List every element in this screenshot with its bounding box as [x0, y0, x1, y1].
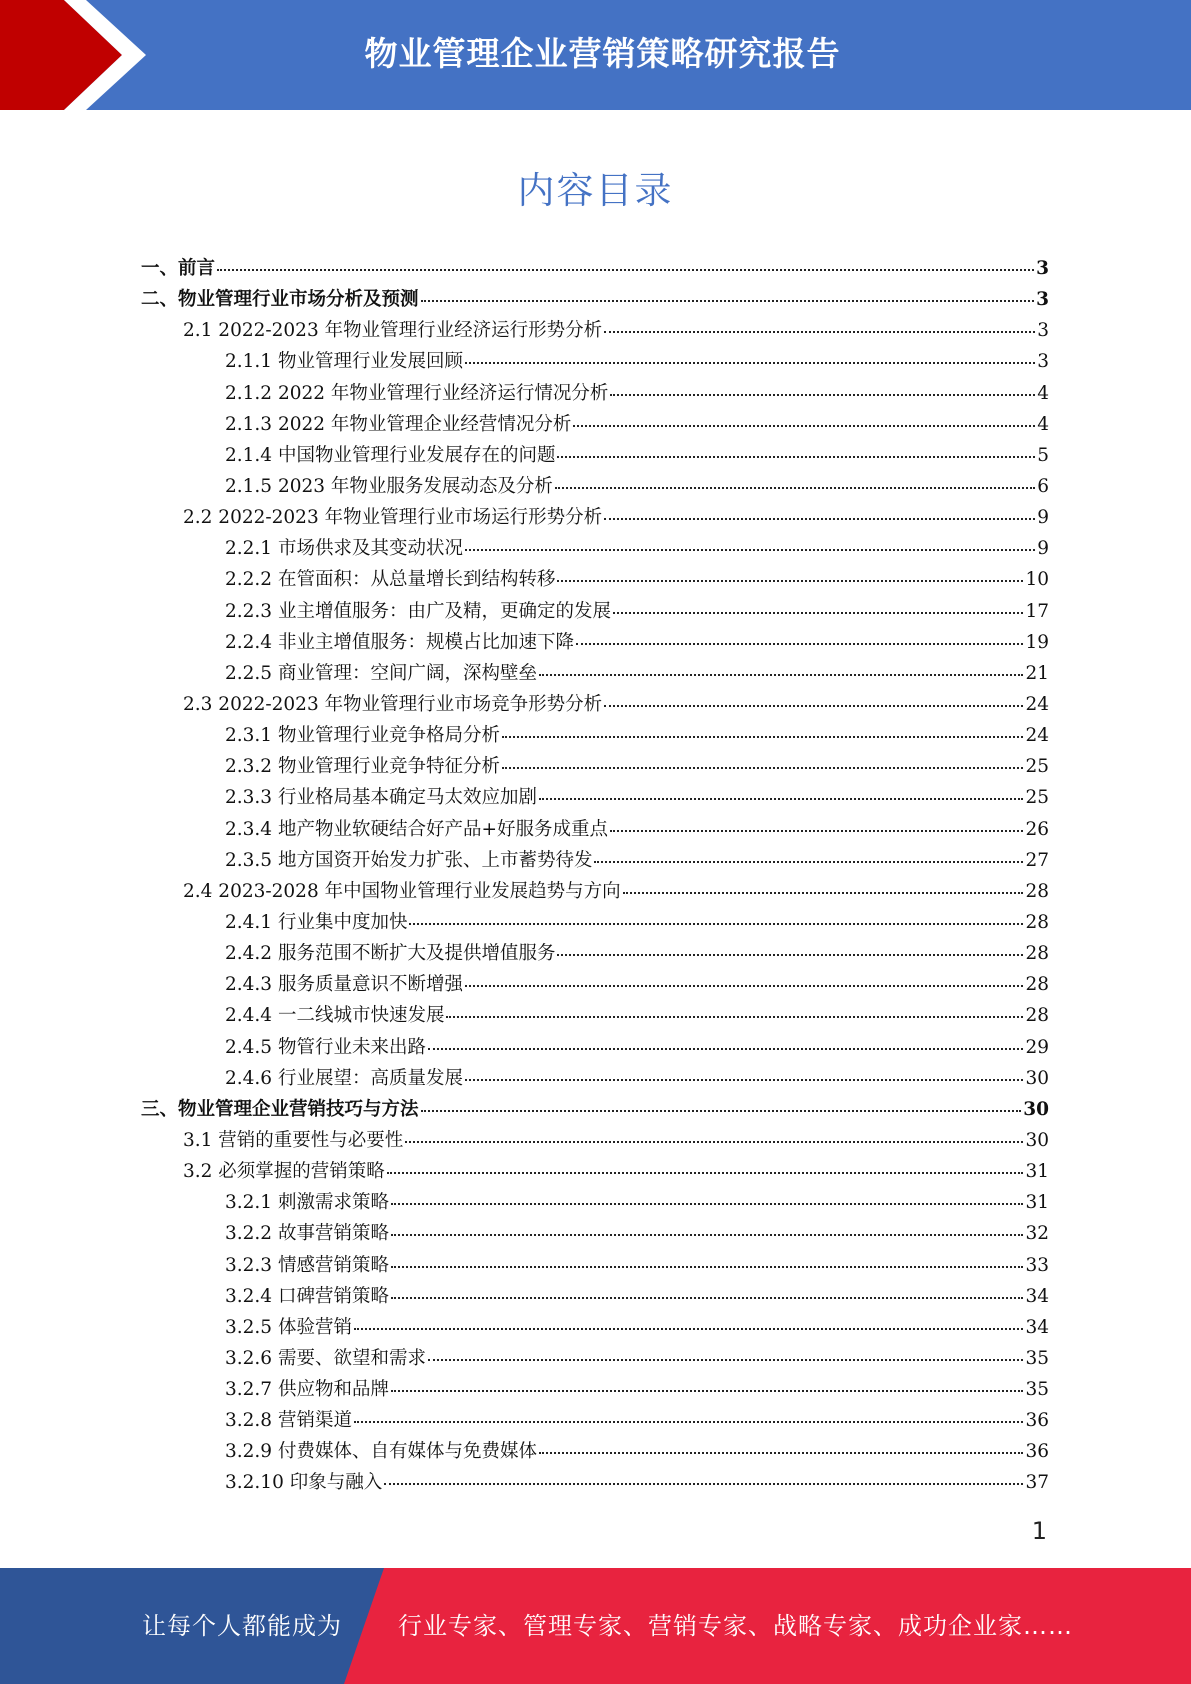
toc-entry-title: 2.4 2023-2028 年中国物业管理行业发展趋势与方向: [183, 880, 621, 902]
toc-entry-page: 32: [1025, 1223, 1049, 1245]
toc-entry-title: 三、物业管理企业营销技巧与方法: [141, 1098, 419, 1120]
dot-leader: [421, 300, 1035, 302]
toc-entry-title: 2.4.6 行业展望：高质量发展: [225, 1067, 463, 1089]
toc-entry[interactable]: [141, 596, 1049, 627]
toc-entry[interactable]: [141, 689, 1049, 720]
toc-entry-title: 3.2.3 情感营销策略: [225, 1254, 389, 1276]
toc-entry-page: 5: [1037, 444, 1049, 466]
dot-leader: [428, 1048, 1023, 1050]
dot-leader: [557, 954, 1023, 956]
table-of-contents: [141, 253, 1049, 1499]
dot-leader: [391, 1266, 1023, 1268]
toc-entry[interactable]: [141, 253, 1049, 284]
toc-entry[interactable]: [141, 658, 1049, 689]
toc-entry-title: 3.2.2 故事营销策略: [225, 1223, 389, 1245]
footer-slogan-left: 让每个人都能成为: [142, 1612, 342, 1640]
toc-entry-page: 26: [1025, 818, 1049, 840]
toc-entry-title: 2.3.2 物业管理行业竞争特征分析: [225, 756, 500, 778]
toc-entry-page: 4: [1037, 413, 1049, 435]
toc-entry-title: 3.1 营销的重要性与必要性: [183, 1129, 404, 1151]
toc-entry-page: 33: [1025, 1254, 1049, 1276]
toc-entry[interactable]: [141, 845, 1049, 876]
toc-entry-page: 30: [1025, 1067, 1049, 1089]
toc-entry-page: 34: [1025, 1285, 1049, 1307]
toc-entry-page: 9: [1037, 538, 1049, 560]
dot-leader: [610, 830, 1023, 832]
toc-entry-title: 2.4.3 服务质量意识不断增强: [225, 974, 463, 996]
toc-entry-title: 3.2.4 口碑营销策略: [225, 1285, 389, 1307]
toc-entry-title: 3.2.10 印象与融入: [225, 1472, 383, 1494]
toc-entry-page: 34: [1025, 1316, 1049, 1338]
dot-leader: [465, 1079, 1023, 1081]
dot-leader: [354, 1421, 1024, 1423]
report-title: 物业管理企业营销策略研究报告: [364, 34, 841, 73]
toc-entry-page: 24: [1025, 693, 1049, 715]
header-banner: [0, 0, 1191, 110]
toc-entry[interactable]: [141, 876, 1049, 907]
toc-entry[interactable]: [141, 1374, 1049, 1405]
toc-entry-title: 2.3 2022-2023 年物业管理行业市场竞争形势分析: [183, 693, 603, 715]
dot-leader: [613, 612, 1023, 614]
toc-entry-title: 2.2.4 非业主增值服务：规模占比加速下降: [225, 631, 574, 653]
toc-entry-page: 3: [1037, 351, 1049, 373]
dot-leader: [384, 1483, 1023, 1485]
dot-leader: [387, 1172, 1024, 1174]
toc-entry-page: 3: [1037, 320, 1049, 342]
toc-entry-title: 2.2 2022-2023 年物业管理行业市场运行形势分析: [183, 507, 603, 529]
toc-entry-title: 2.2.5 商业管理：空间广阔，深构壁垒: [225, 662, 537, 684]
toc-entry-page: 24: [1025, 725, 1049, 747]
toc-entry-title: 3.2.9 付费媒体、自有媒体与免费媒体: [225, 1441, 537, 1463]
dot-leader: [465, 985, 1023, 987]
toc-entry[interactable]: [141, 409, 1049, 440]
toc-entry-title: 2.2.2 在管面积：从总量增长到结构转移: [225, 569, 556, 591]
toc-entry-title: 3.2.1 刺激需求策略: [225, 1192, 389, 1214]
toc-entry-title: 2.2.3 业主增值服务：由广及精，更确定的发展: [225, 600, 611, 622]
toc-entry[interactable]: [141, 378, 1049, 409]
toc-entry[interactable]: [141, 1000, 1049, 1031]
dot-leader: [446, 1016, 1023, 1018]
dot-leader: [594, 861, 1023, 863]
dot-leader: [421, 1110, 1022, 1112]
toc-entry-title: 3.2.8 营销渠道: [225, 1410, 352, 1432]
toc-entry-page: 31: [1025, 1192, 1049, 1214]
footer-slogan-right: 行业专家、管理专家、营销专家、战略专家、成功企业家……: [398, 1612, 1073, 1640]
toc-entry-page: 3: [1036, 258, 1049, 279]
toc-entry-title: 2.3.1 物业管理行业竞争格局分析: [225, 725, 500, 747]
toc-entry-title: 2.1.5 2023 年物业服务发展动态及分析: [225, 475, 553, 497]
toc-entry[interactable]: [141, 627, 1049, 658]
toc-entry-page: 28: [1025, 880, 1049, 902]
toc-entry-title: 3.2 必须掌握的营销策略: [183, 1161, 385, 1183]
toc-entry-page: 37: [1025, 1472, 1049, 1494]
toc-entry[interactable]: [141, 346, 1049, 377]
toc-entry-title: 2.3.5 地方国资开始发力扩张、上市蓄势待发: [225, 849, 593, 871]
toc-entry-page: 28: [1025, 943, 1049, 965]
dot-leader: [465, 549, 1035, 551]
toc-entry-page: 3: [1036, 289, 1049, 311]
toc-entry-title: 2.3.4 地产物业软硬结合好产品+好服务成重点: [225, 818, 608, 840]
toc-entry-title: 2.1.2 2022 年物业管理行业经济运行情况分析: [225, 382, 609, 404]
dot-leader: [502, 736, 1023, 738]
toc-entry[interactable]: [141, 1436, 1049, 1467]
dot-leader: [391, 1390, 1023, 1392]
toc-entry-title: 3.2.7 供应物和品牌: [225, 1379, 389, 1401]
toc-entry-page: 28: [1025, 911, 1049, 933]
toc-entry[interactable]: [141, 1405, 1049, 1436]
toc-entry[interactable]: [141, 1187, 1049, 1218]
toc-entry-title: 一、前言: [141, 258, 216, 279]
dot-leader: [604, 705, 1023, 707]
toc-entry-title: 2.4.1 行业集中度加快: [225, 911, 408, 933]
dot-leader: [428, 1359, 1023, 1361]
toc-entry[interactable]: [141, 938, 1049, 969]
toc-entry-page: 35: [1025, 1347, 1049, 1369]
dot-leader: [539, 1452, 1023, 1454]
toc-entry-page: 36: [1025, 1410, 1049, 1432]
toc-entry-page: 29: [1025, 1036, 1049, 1058]
toc-entry-page: 19: [1025, 631, 1049, 653]
toc-entry-title: 2.4.5 物管行业未来出路: [225, 1036, 426, 1058]
toc-entry[interactable]: [141, 1218, 1049, 1249]
toc-entry-title: 2.3.3 行业格局基本确定马太效应加剧: [225, 787, 537, 809]
toc-entry-page: 6: [1037, 475, 1049, 497]
toc-entry-page: 36: [1025, 1441, 1049, 1463]
toc-entry-page: 27: [1025, 849, 1049, 871]
dot-leader: [391, 1297, 1023, 1299]
toc-entry-page: 30: [1023, 1098, 1049, 1120]
toc-entry[interactable]: [141, 1156, 1049, 1187]
dot-leader: [573, 425, 1035, 427]
toc-entry-title: 3.2.6 需要、欲望和需求: [225, 1347, 426, 1369]
dot-leader: [576, 643, 1023, 645]
toc-entry[interactable]: [141, 782, 1049, 813]
toc-entry[interactable]: [141, 751, 1049, 782]
dot-leader: [391, 1203, 1023, 1205]
toc-entry-page: 17: [1025, 600, 1049, 622]
toc-entry[interactable]: [141, 1125, 1049, 1156]
toc-entry-title: 2.2.1 市场供求及其变动状况: [225, 538, 463, 560]
toc-entry[interactable]: [141, 1063, 1049, 1094]
dot-leader: [610, 394, 1035, 396]
toc-entry-page: 31: [1025, 1161, 1049, 1183]
toc-entry-page: 9: [1037, 507, 1049, 529]
toc-entry[interactable]: [141, 814, 1049, 845]
toc-entry-page: 10: [1025, 569, 1049, 591]
dot-leader: [409, 923, 1023, 925]
toc-entry-title: 2.1.3 2022 年物业管理企业经营情况分析: [225, 413, 572, 435]
dot-leader: [623, 892, 1024, 894]
toc-entry-page: 28: [1025, 1005, 1049, 1027]
toc-entry-title: 3.2.5 体验营销: [225, 1316, 352, 1338]
dot-leader: [557, 580, 1023, 582]
toc-entry[interactable]: [141, 1312, 1049, 1343]
toc-entry-page: 4: [1037, 382, 1049, 404]
dot-leader: [539, 798, 1023, 800]
toc-entry-page: 21: [1025, 662, 1049, 684]
dot-leader: [405, 1141, 1023, 1143]
dot-leader: [555, 487, 1035, 489]
toc-entry-title: 二、物业管理行业市场分析及预测: [141, 289, 419, 311]
toc-entry[interactable]: [141, 969, 1049, 1000]
toc-entry-page: 30: [1025, 1129, 1049, 1151]
toc-entry-title: 2.1.1 物业管理行业发展回顾: [225, 351, 463, 373]
dot-leader: [217, 269, 1034, 271]
footer-banner: [0, 1568, 1191, 1684]
dot-leader: [354, 1328, 1024, 1330]
toc-entry-page: 25: [1025, 756, 1049, 778]
dot-leader: [502, 767, 1023, 769]
toc-entry[interactable]: [141, 502, 1049, 533]
page-number: 1: [1031, 1517, 1047, 1545]
toc-entry-page: 28: [1025, 974, 1049, 996]
toc-entry[interactable]: [141, 1032, 1049, 1063]
toc-entry[interactable]: [141, 564, 1049, 595]
toc-entry[interactable]: [141, 1343, 1049, 1374]
dot-leader: [539, 674, 1023, 676]
toc-entry[interactable]: [141, 1281, 1049, 1312]
dot-leader: [604, 518, 1035, 520]
dot-leader: [391, 1234, 1023, 1236]
toc-entry[interactable]: [141, 284, 1049, 315]
dot-leader: [557, 456, 1035, 458]
toc-entry-title: 2.4.2 服务范围不断扩大及提供增值服务: [225, 943, 556, 965]
toc-entry-title: 2.4.4 一二线城市快速发展: [225, 1005, 445, 1027]
toc-entry[interactable]: [141, 315, 1049, 346]
toc-entry[interactable]: [141, 720, 1049, 751]
dot-leader: [604, 331, 1035, 333]
toc-heading: 内容目录: [517, 169, 674, 212]
toc-entry[interactable]: [141, 471, 1049, 502]
toc-entry[interactable]: [141, 1094, 1049, 1125]
toc-entry-page: 25: [1025, 787, 1049, 809]
toc-entry-title: 2.1.4 中国物业管理行业发展存在的问题: [225, 444, 556, 466]
dot-leader: [465, 362, 1035, 364]
toc-entry[interactable]: [141, 1467, 1049, 1498]
toc-entry-page: 35: [1025, 1379, 1049, 1401]
toc-entry-title: 2.1 2022-2023 年物业管理行业经济运行形势分析: [183, 320, 603, 342]
toc-entry[interactable]: [141, 1250, 1049, 1281]
toc-entry[interactable]: [141, 440, 1049, 471]
toc-entry[interactable]: [141, 533, 1049, 564]
toc-entry[interactable]: [141, 907, 1049, 938]
